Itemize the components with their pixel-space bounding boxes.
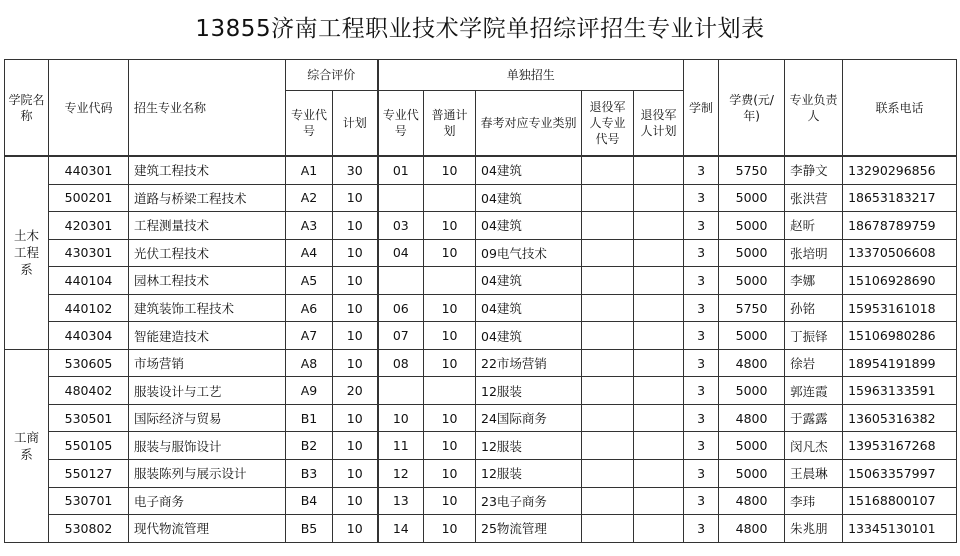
phone-cell: 13953167268: [843, 432, 957, 460]
major-name-cell: 市场营销: [129, 349, 286, 377]
veteran-plan-cell: [634, 404, 684, 432]
table-row: [5, 184, 957, 212]
spring-category-cell: 25物流管理: [476, 515, 582, 543]
years-cell: 3: [684, 515, 719, 543]
veteran-code-cell: [582, 404, 634, 432]
leader-cell: 徐岩: [785, 349, 843, 377]
spring-category-cell: 12服装: [476, 432, 582, 460]
table-row: [5, 267, 957, 295]
phone-cell: 13290296856: [843, 156, 957, 184]
comp-code-cell: A9: [286, 377, 333, 405]
years-cell: 3: [684, 184, 719, 212]
header-comp-code: 专业代号: [286, 91, 333, 157]
veteran-code-cell: [582, 184, 634, 212]
comp-code-cell: A5: [286, 267, 333, 295]
major-code-cell: 440104: [49, 267, 129, 295]
single-code-cell: 11: [378, 432, 424, 460]
department-cell: 土木工程系: [5, 156, 49, 349]
spring-category-cell: 12服装: [476, 377, 582, 405]
department-cell: 工商系: [5, 349, 49, 542]
leader-cell: 孙铭: [785, 294, 843, 322]
veteran-code-cell: [582, 267, 634, 295]
single-code-cell: 14: [378, 515, 424, 543]
years-cell: 3: [684, 267, 719, 295]
comp-code-cell: B5: [286, 515, 333, 543]
comp-plan-cell: 10: [333, 404, 378, 432]
comp-plan-cell: 10: [333, 322, 378, 350]
years-cell: 3: [684, 156, 719, 184]
single-code-cell: 03: [378, 212, 424, 240]
comp-code-cell: B1: [286, 404, 333, 432]
major-name-cell: 国际经济与贸易: [129, 404, 286, 432]
veteran-plan-cell: [634, 184, 684, 212]
table-row: [5, 515, 957, 543]
comp-plan-cell: 30: [333, 156, 378, 184]
header-veteran-plan: 退役军人计划: [634, 91, 684, 157]
comp-code-cell: A7: [286, 322, 333, 350]
veteran-code-cell: [582, 515, 634, 543]
years-cell: 3: [684, 294, 719, 322]
veteran-code-cell: [582, 239, 634, 267]
veteran-plan-cell: [634, 156, 684, 184]
spring-category-cell: 04建筑: [476, 156, 582, 184]
single-code-cell: 06: [378, 294, 424, 322]
single-code-cell: [378, 377, 424, 405]
header-leader: 专业负责人: [785, 60, 843, 157]
table-row: [5, 294, 957, 322]
years-cell: 3: [684, 349, 719, 377]
veteran-plan-cell: [634, 432, 684, 460]
leader-cell: 朱兆朋: [785, 515, 843, 543]
fee-cell: 4800: [719, 515, 785, 543]
fee-cell: 5750: [719, 294, 785, 322]
phone-cell: 13370506608: [843, 239, 957, 267]
veteran-plan-cell: [634, 212, 684, 240]
major-name-cell: 服装陈列与展示设计: [129, 460, 286, 488]
comp-plan-cell: 10: [333, 349, 378, 377]
single-plan-cell: [424, 267, 476, 295]
major-code-cell: 530605: [49, 349, 129, 377]
major-code-cell: 500201: [49, 184, 129, 212]
fee-cell: 5000: [719, 267, 785, 295]
header-spring-category: 春考对应专业类别: [476, 91, 582, 157]
single-plan-cell: 10: [424, 239, 476, 267]
comp-code-cell: A3: [286, 212, 333, 240]
single-code-cell: 12: [378, 460, 424, 488]
enrollment-plan-table: [4, 59, 957, 543]
major-code-cell: 480402: [49, 377, 129, 405]
table-row: [5, 212, 957, 240]
veteran-code-cell: [582, 377, 634, 405]
major-code-cell: 440102: [49, 294, 129, 322]
major-code-cell: 530501: [49, 404, 129, 432]
comp-code-cell: A4: [286, 239, 333, 267]
table-row: [5, 156, 957, 184]
years-cell: 3: [684, 212, 719, 240]
spring-category-cell: 23电子商务: [476, 487, 582, 515]
major-name-cell: 服装与服饰设计: [129, 432, 286, 460]
header-comp-plan: 计划: [333, 91, 378, 157]
comp-code-cell: B4: [286, 487, 333, 515]
major-code-cell: 440301: [49, 156, 129, 184]
comp-code-cell: A1: [286, 156, 333, 184]
spring-category-cell: 12服装: [476, 460, 582, 488]
single-plan-cell: 10: [424, 322, 476, 350]
page-title: 13855济南工程职业技术学院单招综评招生专业计划表: [195, 16, 765, 42]
table-row: [5, 377, 957, 405]
years-cell: 3: [684, 239, 719, 267]
veteran-plan-cell: [634, 239, 684, 267]
veteran-code-cell: [582, 294, 634, 322]
veteran-code-cell: [582, 460, 634, 488]
comp-code-cell: B2: [286, 432, 333, 460]
leader-cell: 李娜: [785, 267, 843, 295]
single-code-cell: 10: [378, 404, 424, 432]
fee-cell: 4800: [719, 349, 785, 377]
fee-cell: 5000: [719, 239, 785, 267]
single-code-cell: [378, 267, 424, 295]
header-veteran-code: 退役军人专业代号: [582, 91, 634, 157]
leader-cell: 王晨琳: [785, 460, 843, 488]
fee-cell: 4800: [719, 487, 785, 515]
fee-cell: 5000: [719, 322, 785, 350]
veteran-code-cell: [582, 212, 634, 240]
phone-cell: 15963133591: [843, 377, 957, 405]
phone-cell: 15063357997: [843, 460, 957, 488]
table-row: [5, 432, 957, 460]
comp-plan-cell: 10: [333, 460, 378, 488]
fee-cell: 5000: [719, 377, 785, 405]
single-plan-cell: 10: [424, 212, 476, 240]
veteran-plan-cell: [634, 349, 684, 377]
veteran-plan-cell: [634, 267, 684, 295]
leader-cell: 闵凡杰: [785, 432, 843, 460]
header-fee: 学费(元/年): [719, 60, 785, 157]
leader-cell: 张培明: [785, 239, 843, 267]
header-single-plan: 普通计划: [424, 91, 476, 157]
table-row: [5, 404, 957, 432]
spring-category-cell: 24国际商务: [476, 404, 582, 432]
header-single: 单独招生: [378, 60, 684, 91]
header-single-code: 专业代号: [378, 91, 424, 157]
years-cell: 3: [684, 322, 719, 350]
major-code-cell: 430301: [49, 239, 129, 267]
years-cell: 3: [684, 377, 719, 405]
veteran-code-cell: [582, 487, 634, 515]
comp-code-cell: A6: [286, 294, 333, 322]
veteran-plan-cell: [634, 515, 684, 543]
header-row-1: [5, 60, 957, 91]
phone-cell: 13605316382: [843, 404, 957, 432]
spring-category-cell: 04建筑: [476, 294, 582, 322]
single-code-cell: 01: [378, 156, 424, 184]
phone-cell: 15106928690: [843, 267, 957, 295]
major-name-cell: 道路与桥梁工程技术: [129, 184, 286, 212]
header-years: 学制: [684, 60, 719, 157]
single-plan-cell: 10: [424, 349, 476, 377]
phone-cell: 15168800107: [843, 487, 957, 515]
single-code-cell: 04: [378, 239, 424, 267]
phone-cell: 18954191899: [843, 349, 957, 377]
single-plan-cell: [424, 184, 476, 212]
table-row: [5, 487, 957, 515]
comp-plan-cell: 10: [333, 432, 378, 460]
comp-plan-cell: 10: [333, 487, 378, 515]
phone-cell: 13345130101: [843, 515, 957, 543]
spring-category-cell: 09电气技术: [476, 239, 582, 267]
comp-plan-cell: 10: [333, 515, 378, 543]
major-name-cell: 智能建造技术: [129, 322, 286, 350]
years-cell: 3: [684, 487, 719, 515]
single-plan-cell: 10: [424, 156, 476, 184]
spring-category-cell: 22市场营销: [476, 349, 582, 377]
leader-cell: 郭连霞: [785, 377, 843, 405]
fee-cell: 5000: [719, 184, 785, 212]
leader-cell: 张洪营: [785, 184, 843, 212]
single-plan-cell: 10: [424, 515, 476, 543]
comp-plan-cell: 10: [333, 212, 378, 240]
veteran-code-cell: [582, 322, 634, 350]
years-cell: 3: [684, 460, 719, 488]
single-plan-cell: 10: [424, 432, 476, 460]
veteran-code-cell: [582, 432, 634, 460]
major-code-cell: 550105: [49, 432, 129, 460]
veteran-code-cell: [582, 349, 634, 377]
fee-cell: 5000: [719, 460, 785, 488]
comp-plan-cell: 10: [333, 294, 378, 322]
comp-plan-cell: 20: [333, 377, 378, 405]
table-row: [5, 322, 957, 350]
leader-cell: 赵昕: [785, 212, 843, 240]
major-code-cell: 550127: [49, 460, 129, 488]
fee-cell: 5750: [719, 156, 785, 184]
major-name-cell: 建筑装饰工程技术: [129, 294, 286, 322]
comp-code-cell: A2: [286, 184, 333, 212]
veteran-plan-cell: [634, 377, 684, 405]
spring-category-cell: 04建筑: [476, 267, 582, 295]
veteran-plan-cell: [634, 322, 684, 350]
comp-code-cell: A8: [286, 349, 333, 377]
leader-cell: 于露露: [785, 404, 843, 432]
comp-plan-cell: 10: [333, 184, 378, 212]
header-major-code: 专业代码: [49, 60, 129, 157]
years-cell: 3: [684, 432, 719, 460]
major-name-cell: 服装设计与工艺: [129, 377, 286, 405]
leader-cell: 丁振铎: [785, 322, 843, 350]
major-name-cell: 现代物流管理: [129, 515, 286, 543]
single-code-cell: 07: [378, 322, 424, 350]
spring-category-cell: 04建筑: [476, 212, 582, 240]
table-row: [5, 239, 957, 267]
veteran-code-cell: [582, 156, 634, 184]
phone-cell: 15106980286: [843, 322, 957, 350]
header-comprehensive: 综合评价: [286, 60, 378, 91]
years-cell: 3: [684, 404, 719, 432]
phone-cell: 15953161018: [843, 294, 957, 322]
single-plan-cell: 10: [424, 294, 476, 322]
single-plan-cell: 10: [424, 404, 476, 432]
fee-cell: 5000: [719, 432, 785, 460]
major-code-cell: 420301: [49, 212, 129, 240]
table-row: [5, 460, 957, 488]
phone-cell: 18653183217: [843, 184, 957, 212]
header-college: 学院名称: [5, 60, 49, 157]
comp-code-cell: B3: [286, 460, 333, 488]
major-code-cell: 440304: [49, 322, 129, 350]
major-code-cell: 530802: [49, 515, 129, 543]
major-name-cell: 工程测量技术: [129, 212, 286, 240]
major-name-cell: 建筑工程技术: [129, 156, 286, 184]
fee-cell: 5000: [719, 212, 785, 240]
fee-cell: 4800: [719, 404, 785, 432]
veteran-plan-cell: [634, 294, 684, 322]
single-code-cell: 13: [378, 487, 424, 515]
major-code-cell: 530701: [49, 487, 129, 515]
leader-cell: 李玮: [785, 487, 843, 515]
veteran-plan-cell: [634, 487, 684, 515]
veteran-plan-cell: [634, 460, 684, 488]
major-name-cell: 电子商务: [129, 487, 286, 515]
single-code-cell: 08: [378, 349, 424, 377]
comp-plan-cell: 10: [333, 239, 378, 267]
major-name-cell: 园林工程技术: [129, 267, 286, 295]
spring-category-cell: 04建筑: [476, 184, 582, 212]
comp-plan-cell: 10: [333, 267, 378, 295]
major-name-cell: 光伏工程技术: [129, 239, 286, 267]
spring-category-cell: 04建筑: [476, 322, 582, 350]
single-code-cell: [378, 184, 424, 212]
single-plan-cell: [424, 377, 476, 405]
header-phone: 联系电话: [843, 60, 957, 157]
single-plan-cell: 10: [424, 460, 476, 488]
header-major-name: 招生专业名称: [129, 60, 286, 157]
single-plan-cell: 10: [424, 487, 476, 515]
leader-cell: 李静文: [785, 156, 843, 184]
table-row: [5, 349, 957, 377]
phone-cell: 18678789759: [843, 212, 957, 240]
